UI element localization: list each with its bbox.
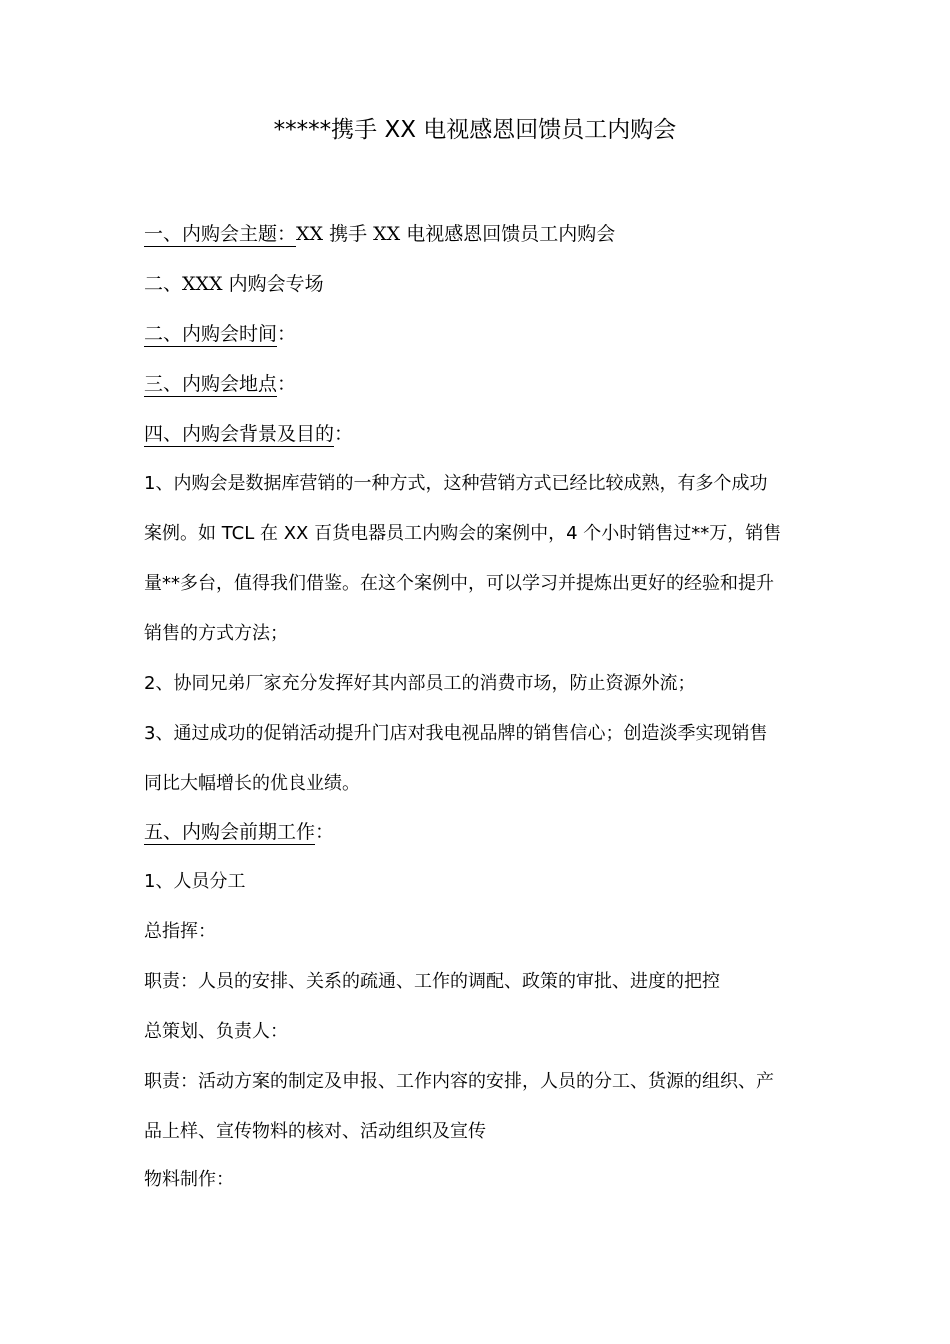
- section-theme: [144, 220, 615, 248]
- section-special: 二、XXX 内购会专场: [144, 273, 324, 295]
- work-line: 职责：活动方案的制定及申报、工作内容的安排，人员的分工、货源的组织、产: [144, 1071, 774, 1092]
- section-background: [144, 420, 353, 448]
- work-line: 总策划、负责人：: [144, 1021, 288, 1042]
- section-background-colon: ：: [334, 423, 354, 445]
- section-prework-colon: ：: [315, 821, 335, 843]
- body-line: 3、通过成功的促销活动提升门店对我电视品牌的销售信心；创造淡季实现销售: [144, 723, 768, 744]
- section-place: [144, 370, 296, 398]
- section-theme-value: XX 携手 XX 电视感恩回馈员工内购会: [296, 223, 616, 245]
- body-line: 量**多台，值得我们借鉴。在这个案例中，可以学习并提炼出更好的经验和提升: [144, 573, 774, 594]
- body-line: 案例。如 TCL 在 XX 百货电器员工内购会的案例中，4 个小时销售过**万，销售: [144, 523, 782, 544]
- section-background-label: 四、内购会背景及目的: [144, 423, 335, 445]
- work-line: 物料制作：: [144, 1169, 234, 1190]
- body-line: 同比大幅增长的优良业绩。: [144, 773, 360, 794]
- section-time-label: 二、内购会时间: [144, 323, 278, 345]
- document-title: *****携手 XX 电视感恩回馈员工内购会: [273, 117, 677, 143]
- section-theme-label: 一、内购会主题：: [144, 223, 297, 245]
- section-place-colon: ：: [277, 373, 297, 395]
- body-line: 2、协同兄弟厂家充分发挥好其内部员工的消费市场，防止资源外流；: [144, 673, 696, 694]
- section-time: [144, 320, 296, 348]
- section-time-colon: ：: [277, 323, 297, 345]
- section-prework-label: 五、内购会前期工作: [144, 821, 316, 843]
- work-line: 总指挥：: [144, 921, 216, 942]
- body-line: 销售的方式方法；: [144, 623, 288, 644]
- work-line: 品上样、宣传物料的核对、活动组织及宣传: [144, 1121, 486, 1142]
- section-prework: [144, 818, 334, 846]
- body-line: 1、内购会是数据库营销的一种方式，这种营销方式已经比较成熟，有多个成功: [144, 473, 768, 494]
- work-line: 1、人员分工: [144, 871, 246, 892]
- work-line: 职责：人员的安排、关系的疏通、工作的调配、政策的审批、进度的把控: [144, 971, 720, 992]
- section-place-label: 三、内购会地点: [144, 373, 278, 395]
